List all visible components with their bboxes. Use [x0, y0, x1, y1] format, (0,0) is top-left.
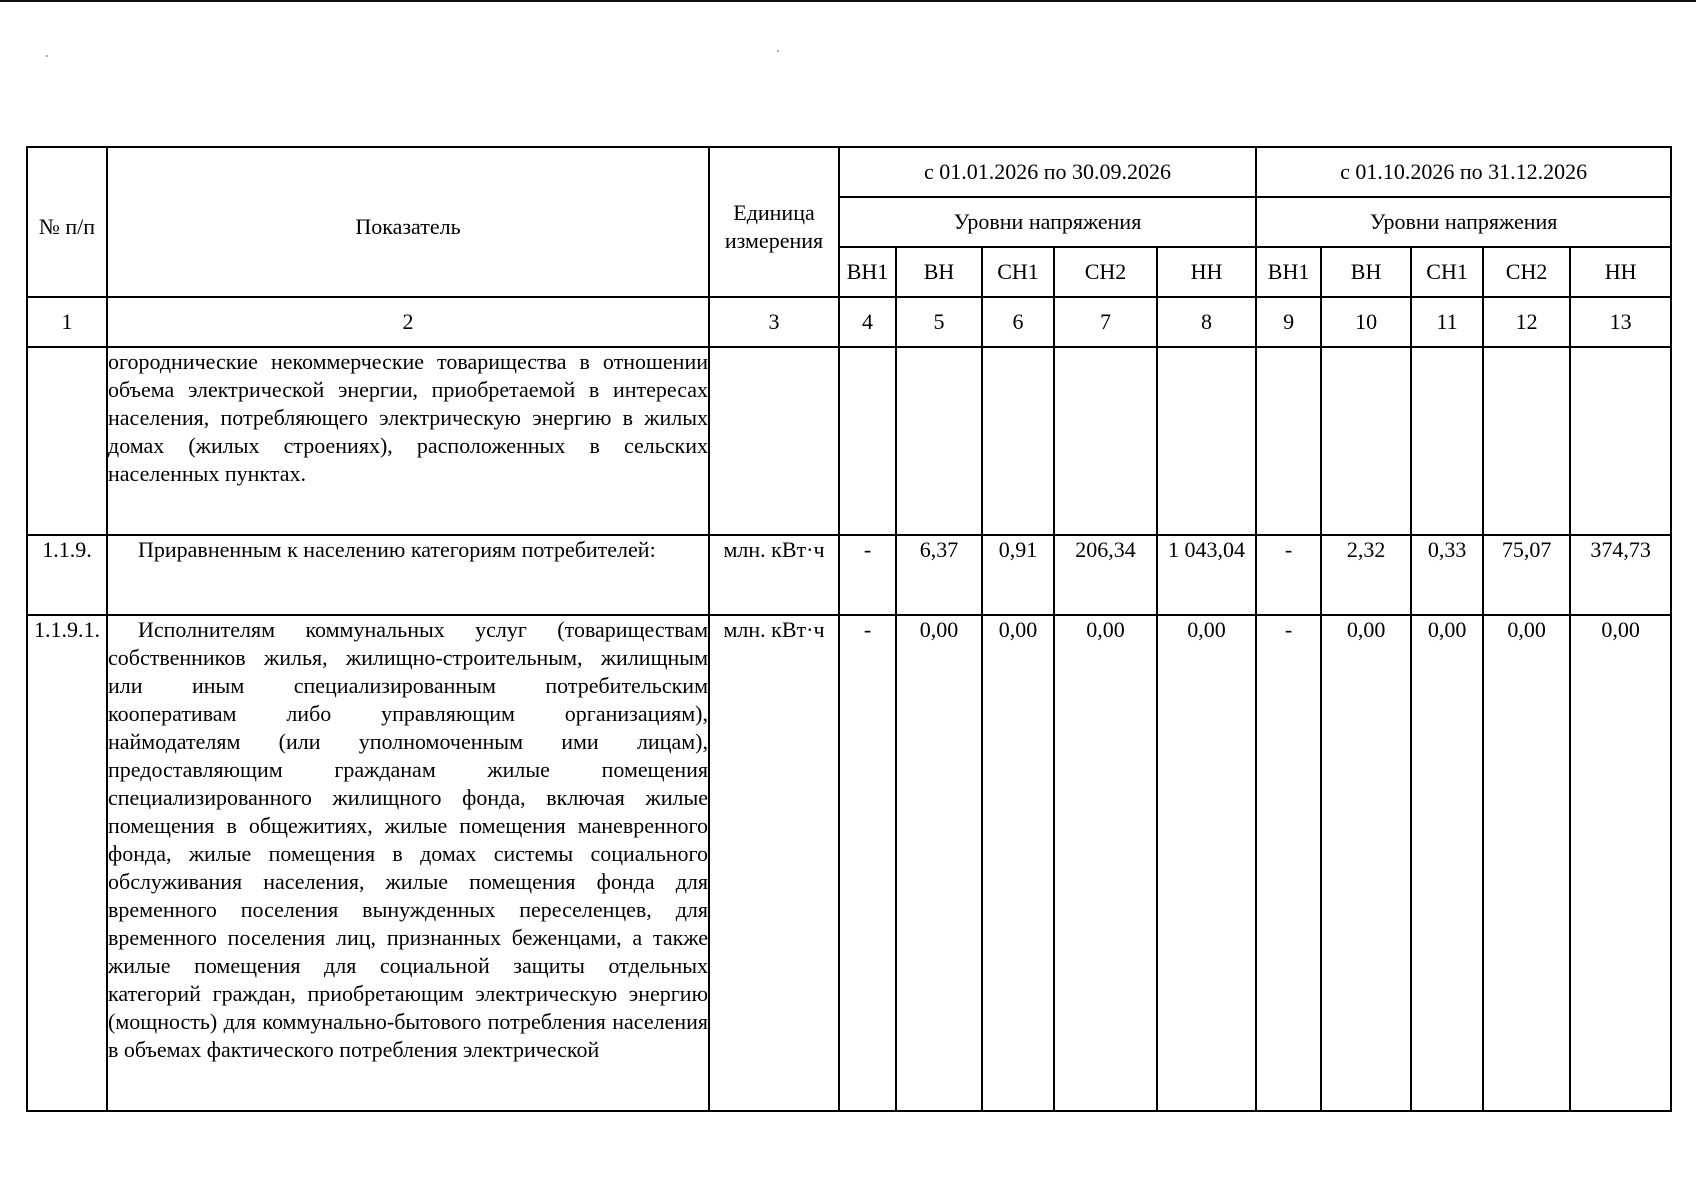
level-header: ВН1 — [1256, 247, 1321, 297]
level-header: ВН1 — [839, 247, 896, 297]
row-value: - — [839, 535, 896, 615]
row-value: 6,37 — [896, 535, 982, 615]
row-value: - — [839, 615, 896, 1111]
level-header: СН2 — [1054, 247, 1157, 297]
row-unit: млн. кВт·ч — [709, 615, 839, 1111]
column-number: 6 — [982, 297, 1054, 347]
row-value: 75,07 — [1483, 535, 1570, 615]
level-header: СН1 — [982, 247, 1054, 297]
level-header: СН1 — [1411, 247, 1483, 297]
column-number: 12 — [1483, 297, 1570, 347]
column-number: 7 — [1054, 297, 1157, 347]
header-period-1: с 01.01.2026 по 30.09.2026 — [839, 147, 1256, 197]
row-value: 206,34 — [1054, 535, 1157, 615]
column-number-row — [27, 297, 1671, 347]
row-value — [1321, 347, 1411, 535]
row-value: 0,00 — [1321, 615, 1411, 1111]
row-unit: млн. кВт·ч — [709, 535, 839, 615]
row-value: 0,00 — [982, 615, 1054, 1111]
scan-speck — [46, 55, 48, 57]
column-number: 2 — [107, 297, 709, 347]
table-row — [27, 615, 1671, 1111]
row-value: 0,00 — [1054, 615, 1157, 1111]
row-value: 0,00 — [1483, 615, 1570, 1111]
row-value — [896, 347, 982, 535]
row-value — [1483, 347, 1570, 535]
header-voltage-levels-2: Уровни напряжения — [1256, 197, 1671, 247]
row-value — [1256, 347, 1321, 535]
table-row — [27, 535, 1671, 615]
row-value: 0,00 — [1157, 615, 1256, 1111]
row-num — [27, 347, 107, 535]
row-value: 0,33 — [1411, 535, 1483, 615]
header-indicator: Показатель — [107, 147, 709, 297]
row-num: 1.1.9. — [27, 535, 107, 615]
level-header: НН — [1157, 247, 1256, 297]
row-indicator: огороднические некоммерческие товарищества в отношении объема электрической энергии, приобретаемой в интересах населения, потребляющего электрическую энергию в жилых домах (жилых строениях), расположенных в сельских населенных пунктах. — [107, 347, 709, 535]
level-header: ВН — [896, 247, 982, 297]
column-number: 8 — [1157, 297, 1256, 347]
header-row-top — [27, 147, 1671, 197]
header-unit: Единица измерения — [709, 147, 839, 297]
row-value — [839, 347, 896, 535]
row-value: 2,32 — [1321, 535, 1411, 615]
row-value: - — [1256, 615, 1321, 1111]
row-value: 0,00 — [896, 615, 982, 1111]
row-value: 0,00 — [1411, 615, 1483, 1111]
column-number: 10 — [1321, 297, 1411, 347]
row-value: 1 043,04 — [1157, 535, 1256, 615]
row-value — [1054, 347, 1157, 535]
table-row — [27, 347, 1671, 535]
row-indicator: Исполнителям коммунальных услуг (товариществам собственников жилья, жилищно-строительным, жилищным или иным специализированным потребительским кооперативам либо управляющим организациям), наймодателям (или уполномоченным ими лицам), предоставляющим гражданам жилые помещения специализированного жилищного фонда, включая жилые помещения в общежитиях, жилые помещения маневренного фонда, жилые помещения в домах системы социального обслуживания населения, жилые помещения фонда для временного поселения вынужденных переселенцев, для временного поселения лиц, признанных беженцами, а также жилые помещения для социальной защиты отдельных категорий граждан, приобретающим электрическую энергию (мощность) для коммунально-бытового потребления населения в объемах фактического потребления электрической — [107, 615, 709, 1111]
row-value: 0,00 — [1570, 615, 1671, 1111]
row-value — [1411, 347, 1483, 535]
scan-top-edge — [0, 0, 1696, 2]
scan-speck — [777, 50, 779, 52]
row-unit — [709, 347, 839, 535]
row-num: 1.1.9.1. — [27, 615, 107, 1111]
column-number: 9 — [1256, 297, 1321, 347]
level-header: НН — [1570, 247, 1671, 297]
tariff-volume-table — [26, 146, 1672, 1112]
row-value — [1570, 347, 1671, 535]
row-value: 0,91 — [982, 535, 1054, 615]
row-value — [1157, 347, 1256, 535]
column-number: 13 — [1570, 297, 1671, 347]
header-num: № п/п — [27, 147, 107, 297]
column-number: 1 — [27, 297, 107, 347]
header-period-2: с 01.10.2026 по 31.12.2026 — [1256, 147, 1671, 197]
row-value: 374,73 — [1570, 535, 1671, 615]
row-value — [982, 347, 1054, 535]
column-number: 3 — [709, 297, 839, 347]
level-header: СН2 — [1483, 247, 1570, 297]
row-value: - — [1256, 535, 1321, 615]
column-number: 4 — [839, 297, 896, 347]
column-number: 5 — [896, 297, 982, 347]
column-number: 11 — [1411, 297, 1483, 347]
row-indicator: Приравненным к населению категориям потребителей: — [107, 535, 709, 615]
header-voltage-levels-1: Уровни напряжения — [839, 197, 1256, 247]
level-header: ВН — [1321, 247, 1411, 297]
